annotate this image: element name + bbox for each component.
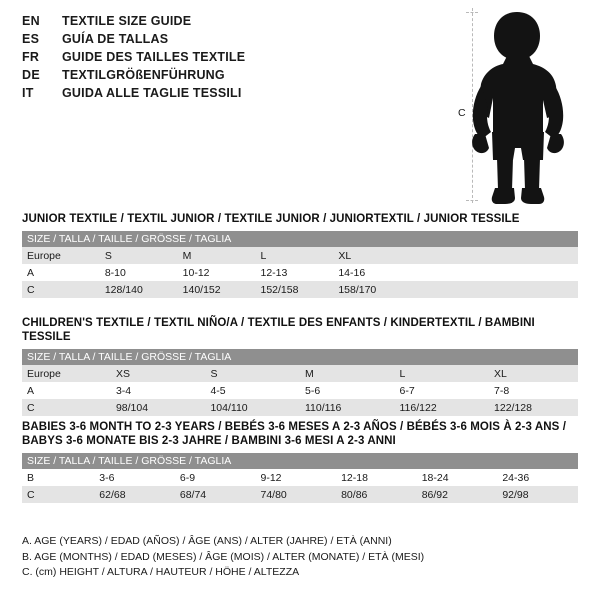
document-header — [22, 14, 442, 104]
cell-value: 152/158 — [255, 281, 333, 298]
language-code-it: IT — [22, 86, 34, 100]
cell-value: 116/122 — [395, 399, 490, 416]
table-row — [22, 264, 578, 281]
page-title-it: GUIDA ALLE TAGLIE TESSILI — [62, 86, 242, 100]
table-row — [22, 399, 578, 416]
page-title-de: TEXTILGRÖßENFÜHRUNG — [62, 68, 225, 82]
header-row — [22, 32, 442, 50]
size-table-junior — [22, 231, 578, 298]
header-row — [22, 50, 442, 68]
table-row — [22, 469, 578, 486]
column-label-s: S — [100, 247, 178, 264]
cell-value: 158/170 — [333, 281, 411, 298]
cell-value: 3-4 — [111, 382, 206, 399]
cell-value: 5-6 — [300, 382, 395, 399]
cell-value: 10-12 — [178, 264, 256, 281]
column-label-m: M — [178, 247, 256, 264]
legend-line-c: C. (cm) HEIGHT / ALTURA / HAUTEUR / HÖHE / ALTEZZA — [22, 566, 300, 578]
column-label-spacer — [411, 247, 578, 264]
cell-value: 122/128 — [489, 399, 578, 416]
cell-value: 104/110 — [205, 399, 300, 416]
column-label-xl: XL — [333, 247, 411, 264]
header-row — [22, 86, 442, 104]
table-header-label: SIZE / TALLA / TAILLE / GRÖSSE / TAGLIA — [22, 349, 578, 365]
column-label-l: L — [255, 247, 333, 264]
cell-value: 12-18 — [336, 469, 417, 486]
cell-value: 128/140 — [100, 281, 178, 298]
row-label-b: B — [22, 469, 94, 486]
cell-value: 140/152 — [178, 281, 256, 298]
section-babies-textile — [22, 420, 578, 503]
cell-value: 9-12 — [255, 469, 336, 486]
size-table-children — [22, 349, 578, 416]
cell-value: 8-10 — [100, 264, 178, 281]
language-code-de: DE — [22, 68, 40, 82]
cell-value: 92/98 — [497, 486, 578, 503]
table-row — [22, 247, 578, 264]
table-header-row — [22, 349, 578, 365]
legend — [22, 534, 578, 581]
table-row — [22, 281, 578, 298]
cell-value: 110/116 — [300, 399, 395, 416]
header-row — [22, 14, 442, 32]
section-title: JUNIOR TEXTILE / TEXTIL JUNIOR / TEXTILE JUNIOR / JUNIORTEXTIL / JUNIOR TESSILE — [22, 213, 520, 225]
cell-value: 6-9 — [175, 469, 256, 486]
table-header-label: SIZE / TALLA / TAILLE / GRÖSSE / TAGLIA — [22, 231, 578, 247]
cell-value: 68/74 — [175, 486, 256, 503]
table-row — [22, 382, 578, 399]
table-row — [22, 486, 578, 503]
column-label-s: S — [205, 365, 300, 382]
table-row — [22, 365, 578, 382]
cell-spacer — [411, 281, 578, 298]
cell-value: 3-6 — [94, 469, 175, 486]
cell-value: 98/104 — [111, 399, 206, 416]
cell-value: 86/92 — [417, 486, 498, 503]
row-label-a: A — [22, 382, 111, 399]
header-row — [22, 68, 442, 86]
row-label-c: C — [22, 486, 94, 503]
cell-value: 12-13 — [255, 264, 333, 281]
cell-value: 14-16 — [333, 264, 411, 281]
page-title-en: TEXTILE SIZE GUIDE — [62, 14, 192, 28]
height-measure-label: C — [458, 107, 466, 119]
cell-value: 24-36 — [497, 469, 578, 486]
cell-spacer — [411, 264, 578, 281]
row-label-a: A — [22, 264, 100, 281]
page-title-fr: GUIDE DES TAILLES TEXTILE — [62, 50, 246, 64]
size-table-babies — [22, 453, 578, 503]
cell-value: 80/86 — [336, 486, 417, 503]
cell-value: 62/68 — [94, 486, 175, 503]
column-label-europe: Europe — [22, 247, 100, 264]
cell-value: 18-24 — [417, 469, 498, 486]
column-label-xs: XS — [111, 365, 206, 382]
cell-value: 6-7 — [395, 382, 490, 399]
section-junior-textile — [22, 212, 578, 298]
column-label-m: M — [300, 365, 395, 382]
cell-value: 4-5 — [205, 382, 300, 399]
language-code-fr: FR — [22, 50, 40, 64]
toddler-silhouette-icon — [455, 8, 585, 208]
table-header-label: SIZE / TALLA / TAILLE / GRÖSSE / TAGLIA — [22, 453, 578, 469]
language-code-es: ES — [22, 32, 40, 46]
row-label-c: C — [22, 281, 100, 298]
section-title: CHILDREN'S TEXTILE / TEXTIL NIÑO/A / TEXTILE DES ENFANTS / KINDERTEXTIL / BAMBINI TESSILE — [22, 317, 535, 343]
row-label-c: C — [22, 399, 111, 416]
table-header-row — [22, 231, 578, 247]
column-label-europe: Europe — [22, 365, 111, 382]
cell-value: 7-8 — [489, 382, 578, 399]
column-label-l: L — [395, 365, 490, 382]
page-title-es: GUÍA DE TALLAS — [62, 32, 169, 46]
section-childrens-textile — [22, 316, 578, 416]
legend-line-b: B. AGE (MONTHS) / EDAD (MESES) / ÂGE (MOIS) / ALTER (MONATE) / ETÀ (MESI) — [22, 550, 425, 563]
cell-value: 74/80 — [255, 486, 336, 503]
column-label-xl: XL — [489, 365, 578, 382]
legend-line-a: A. AGE (YEARS) / EDAD (AÑOS) / ÂGE (ANS) / ALTER (JAHRE) / ETÀ (ANNI) — [22, 535, 392, 547]
section-title: BABIES 3-6 MONTH TO 2-3 YEARS / BEBÉS 3-6 MESES A 2-3 AÑOS / BÉBÉS 3-6 MOIS À 2-3 ANS / BABYS 3-6 MONATE BIS 2-3 JAHRE / BAMBINI 3-6 MESI A 2-3 ANNI — [22, 421, 566, 447]
table-header-row — [22, 453, 578, 469]
language-code-en: EN — [22, 14, 40, 28]
